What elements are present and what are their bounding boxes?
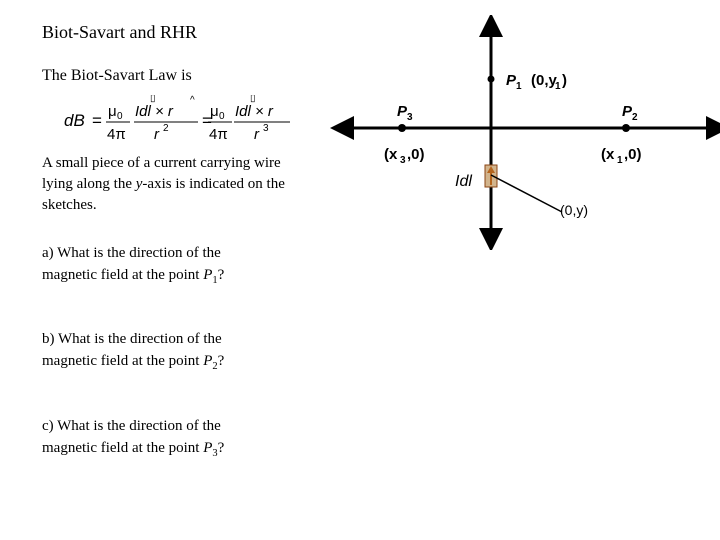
formula-mu-sub-1: 0: [117, 111, 123, 122]
formula-equals-2: =: [202, 111, 212, 130]
description-line-3: sketches.: [42, 197, 97, 213]
p2-coords: (x: [601, 146, 615, 163]
description-line-1: A small piece of a current carrying wire: [42, 155, 281, 171]
formula-denominator-exp-1: 2: [163, 123, 169, 134]
p1-label: P: [506, 72, 517, 89]
question-c: c) What is the direction of the magnetic field at the point $P_3$?: [42, 418, 225, 459]
formula-equals-1: =: [92, 111, 102, 130]
formula-lhs: dB: [64, 111, 85, 130]
formula-mu-2: μ: [210, 103, 219, 120]
formula-four-pi-1: 4π: [107, 126, 126, 143]
point-p2: [622, 124, 630, 132]
formula-mu-sub-2: 0: [219, 111, 225, 122]
origin-label: (0,y): [560, 202, 588, 218]
element-label: Idl: [455, 173, 472, 190]
formula-numerator-1: Idl × r: [135, 103, 173, 120]
formula-mu-1: μ: [108, 103, 117, 120]
coordinate-diagram: [330, 15, 720, 250]
p3-coords: (x: [384, 146, 398, 163]
biot-savart-formula: [62, 95, 292, 145]
svg-text:,0): ,0): [407, 146, 425, 163]
svg-text:1: 1: [555, 81, 561, 92]
svg-text:1: 1: [617, 155, 623, 166]
formula-dl-vector-mark-2: ▯: [250, 95, 256, 104]
law-intro-text: The Biot-Savart Law is: [42, 67, 192, 84]
svg-text:3: 3: [400, 155, 406, 166]
svg-text:,0): ,0): [624, 146, 642, 163]
svg-text:1: 1: [516, 81, 522, 92]
description-line-2: lying along the y-axis is indicated on the: [42, 176, 285, 192]
formula-denominator-1: r: [154, 126, 159, 143]
formula-r-hat-mark-1: ^: [190, 95, 195, 106]
formula-dl-vector-mark-1: ▯: [150, 95, 156, 104]
p1-coords: (0,y: [531, 72, 557, 89]
slide-title: Biot-Savart and RHR: [42, 22, 197, 42]
svg-text:3: 3: [407, 112, 413, 123]
point-p3: [398, 124, 406, 132]
formula-four-pi-2: 4π: [209, 126, 228, 143]
question-b: b) What is the direction of the magnetic field at the point $P_2$?: [42, 331, 225, 372]
formula-denominator-exp-2: 3: [263, 123, 269, 134]
p2-label: P: [622, 103, 633, 120]
p3-label: P: [397, 103, 408, 120]
formula-numerator-2: Idl × r: [235, 103, 273, 120]
point-p1: [488, 76, 495, 83]
question-a: a) What is the direction of the magnetic field at the point $P_1$?: [42, 245, 225, 286]
formula-denominator-2: r: [254, 126, 259, 143]
svg-text:): ): [562, 72, 567, 89]
position-line: [491, 175, 562, 212]
svg-text:2: 2: [632, 112, 638, 123]
description-paragraph: [42, 153, 362, 216]
